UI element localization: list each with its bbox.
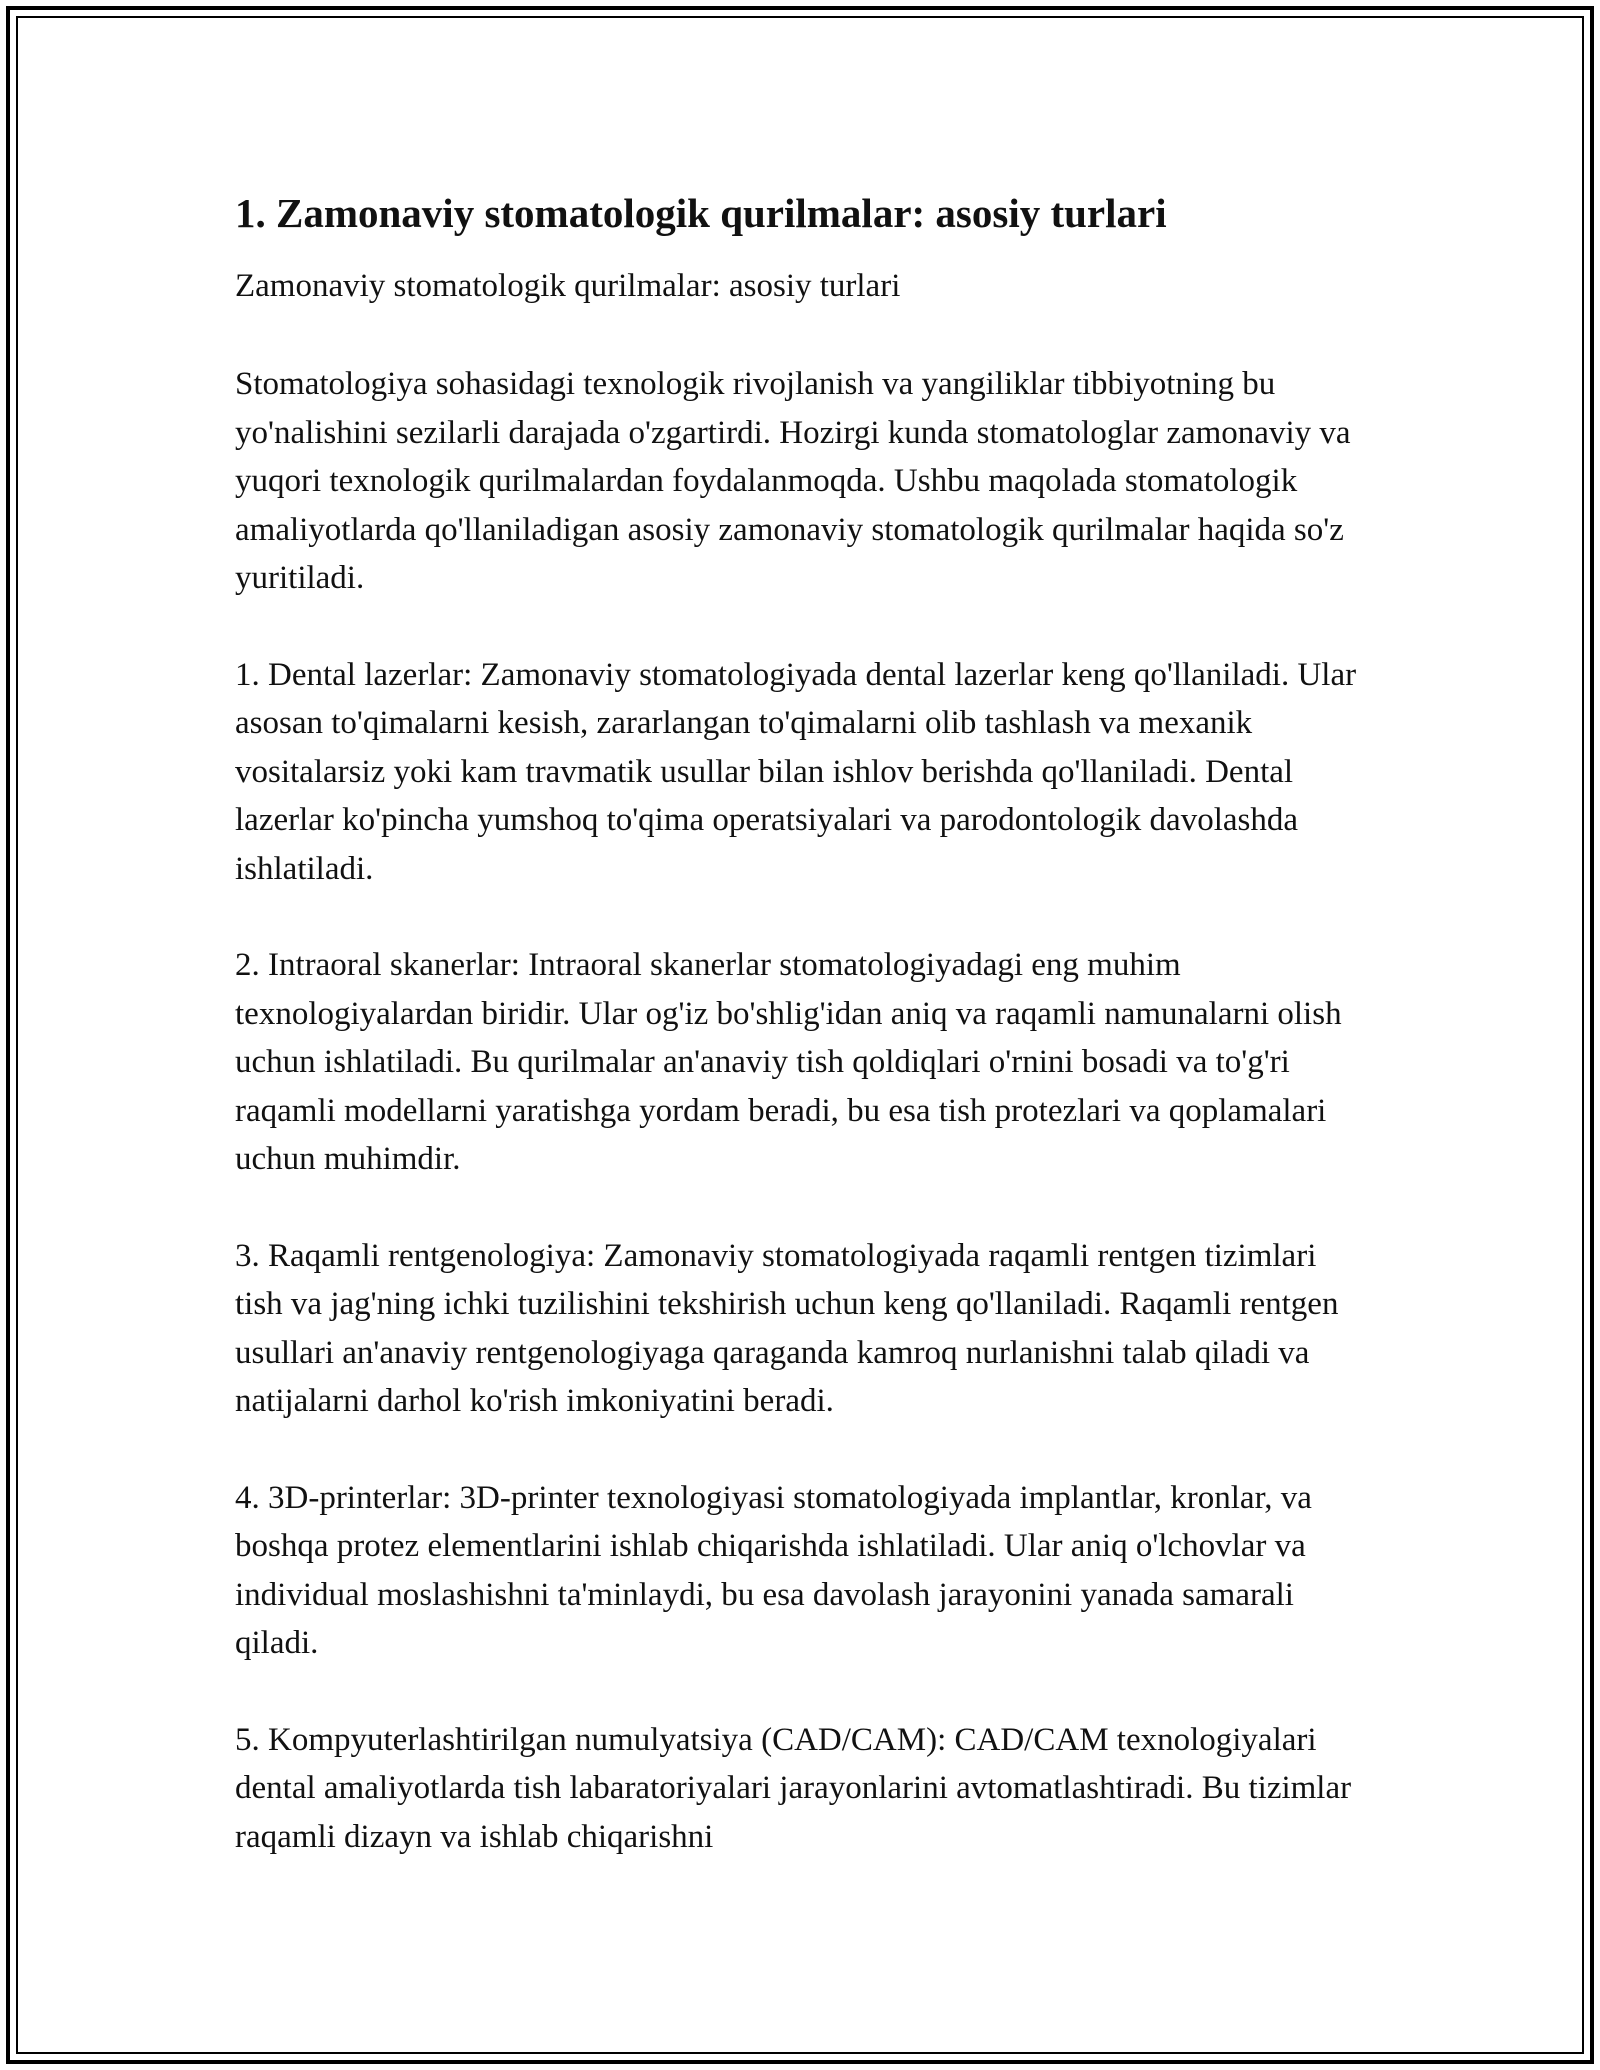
document-title: 1. Zamonaviy stomatologik qurilmalar: asosiy turlari — [235, 190, 1167, 236]
paragraph-digital-radiology: 3. Raqamli rentgenologiya: Zamonaviy stomatologiyada raqamli rentgen tizimlari tish va jag'ning ichki tuzilishini tekshirish uchun keng qo'llaniladi. Raqamli rentgen usullari an'anaviy rentgenologiyaga qaraganda kamroq nurlanishni talab qiladi va natijalarni darhol ko'rish imkoniyatini beradi. — [235, 1237, 1339, 1419]
paragraph-intro: Stomatologiya sohasidagi texnologik rivojlanish va yangiliklar tibbiyotning bu yo'nalishini sezilarli darajada o'zgartirdi. Hozirgi kunda stomatologlar zamonaviy va yuqori texnologik qurilmalardan foydalanmoqda. Ushbu maqolada stomatologik amaliyotlarda qo'llaniladigan asosiy zamonaviy stomatologik qurilmalar haqida so'z yuritiladi. — [235, 366, 1351, 596]
document-subtitle: Zamonaviy stomatologik qurilmalar: asosiy turlari — [235, 268, 901, 304]
document-body — [235, 190, 1365, 1909]
paragraph-3d-printers: 4. 3D-printerlar: 3D-printer texnologiyasi stomatologiyada implantlar, kronlar, va boshqa protez elementlarini ishlab chiqarishda ishlatiladi. Ular aniq o'lchovlar va individual moslashishni ta'minlaydi, bu esa davolash jarayonini yanada samarali qiladi. — [235, 1479, 1312, 1661]
paragraph-cad-cam: 5. Kompyuterlashtirilgan numulyatsiya (CAD/CAM): CAD/CAM texnologiyalari dental amaliyotlarda tish labaratoriyalari jarayonlarini avtomatlashtiradi. Bu tizimlar raqamli dizayn va ishlab chiqarishni — [235, 1721, 1352, 1855]
paragraph-dental-lasers: 1. Dental lazerlar: Zamonaviy stomatologiyada dental lazerlar keng qo'llaniladi. Ular asosan to'qimalarni kesish, zararlangan to'qimalarni olib tashlash va mexanik vositalarsiz yoki kam travmatik usullar bilan ishlov berishda qo'llaniladi. Dental lazerlar ko'pincha yumshoq to'qima operatsiyalari va parodontologik davolashda ishlatiladi. — [235, 656, 1357, 887]
paragraph-intraoral-scanners: 2. Intraoral skanerlar: Intraoral skanerlar stomatologiyadagi eng muhim texnologiyalardan biridir. Ular og'iz bo'shlig'idan aniq va raqamli namunalarni olish uchun ishlatiladi. Bu qurilmalar an'anaviy tish qoldiqlari o'rnini bosadi va to'g'ri raqamli modellarni yaratishga yordam beradi, bu esa tish protezlari va qoplamalari uchun muhimdir. — [235, 947, 1342, 1177]
